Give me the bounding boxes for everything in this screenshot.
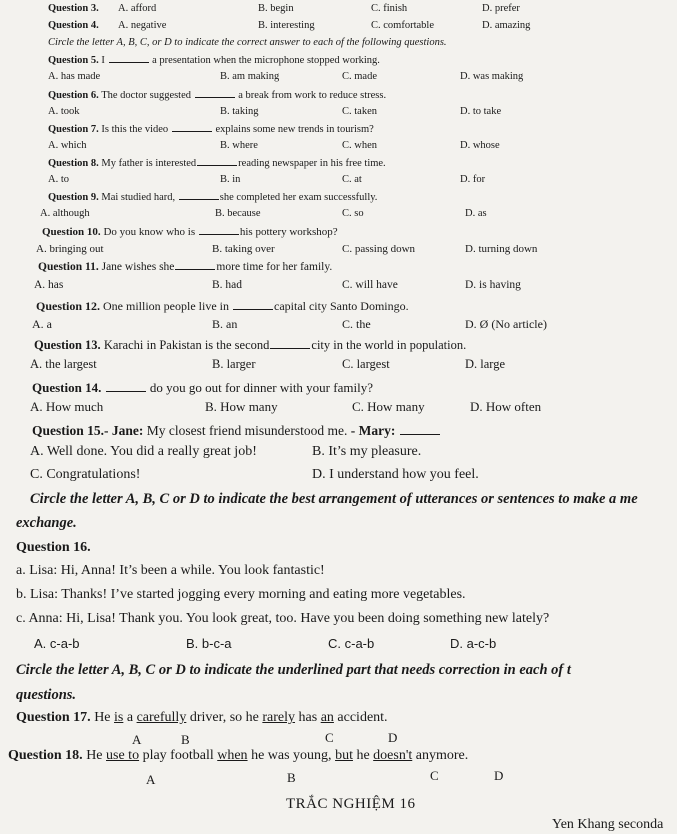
q13-option-a: A. the largest <box>30 357 97 371</box>
q12-option-a: A. a <box>32 317 52 331</box>
q8-option-a: A. to <box>48 174 69 185</box>
q17-mark-b: B <box>181 732 190 747</box>
q16-line-c: c. Anna: Hi, Lisa! Thank you. You look great, too. Have you been doing something new lately? <box>16 611 550 626</box>
q6-stem: Question 6. The doctor suggested a break from work to reduce stress. <box>48 90 387 101</box>
q18-sentence: Question 18. He use to play football when he was young, but he doesn't anymore. <box>8 748 469 763</box>
q9-stem: Question 9. Mai studied hard, she completed her exam successfully. <box>48 192 378 203</box>
q3-label: Question 3. <box>48 3 99 14</box>
q3-option-b: B. begin <box>258 3 294 14</box>
q6-blank[interactable] <box>195 97 235 98</box>
q5-option-c: C. made <box>342 71 377 82</box>
q7-option-a: A. which <box>48 140 87 151</box>
q12-option-b: B. an <box>212 317 238 331</box>
q13-option-d: D. large <box>465 357 506 371</box>
q5-option-a: A. has made <box>48 71 101 82</box>
q18-underlined-d: doesn't <box>373 748 413 763</box>
q4-option-b: B. interesting <box>258 20 315 31</box>
q4-option-c: C. comfortable <box>371 20 434 31</box>
q17-underlined-c: rarely <box>262 710 296 725</box>
q18-underlined-c: but <box>335 748 353 763</box>
q18-mark-d: D <box>494 768 504 783</box>
q9-option-c: C. so <box>342 208 364 219</box>
q18-underlined-a: use to <box>106 748 140 763</box>
q11-option-c: C. will have <box>342 279 398 291</box>
instruction-arrangement-cont: exchange. <box>16 515 77 531</box>
q17-sentence: Question 17. He is a carefully driver, so he rarely has an accident. <box>16 710 388 725</box>
q5-stem: Question 5. I a presentation when the microphone stopped working. <box>48 55 380 66</box>
q9-option-d: D. as <box>465 208 487 219</box>
q10-option-d: D. turning down <box>465 243 538 255</box>
q17-mark-d: D <box>388 730 398 745</box>
q13-stem: Question 13. Karachi in Pakistan is the second city in the world in population. <box>34 338 467 352</box>
q7-stem: Question 7. Is this the video explains some new trends in tourism? <box>48 124 374 135</box>
q12-option-d: D. Ø (No article) <box>465 317 547 331</box>
q17-mark-a: A <box>132 732 142 747</box>
instruction-correction: Circle the letter A, B, C or D to indicate the underlined part that needs correction in each of t <box>16 662 571 678</box>
q14-option-a: A. How much <box>30 399 104 414</box>
q10-blank[interactable] <box>199 234 239 235</box>
q14-option-c: C. How many <box>352 399 425 414</box>
q12-blank[interactable] <box>233 309 273 310</box>
q7-blank[interactable] <box>172 131 212 132</box>
q14-option-d: D. How often <box>470 399 542 414</box>
q4-option-a: A. negative <box>118 20 167 31</box>
q5-blank[interactable] <box>109 62 149 63</box>
q8-stem: Question 8. My father is interested reading newspaper in his free time. <box>48 158 386 169</box>
q15-blank[interactable] <box>400 434 440 435</box>
q15-stem: Question 15.- Jane: My closest friend misunderstood me. - Mary: <box>32 423 441 439</box>
instruction-arrangement: Circle the letter A, B, C or D to indicate the best arrangement of utterances or sentences to make a me <box>30 491 638 507</box>
instruction-correction-cont: questions. <box>16 687 77 703</box>
q14-option-b: B. How many <box>205 399 278 414</box>
q12-stem: Question 12. One million people live in capital city Santo Domingo. <box>36 299 409 313</box>
q18-underlined-b: when <box>217 748 248 763</box>
q16-option-d: D. a-c-b <box>450 636 497 651</box>
instruction-multiple-choice: Circle the letter A, B, C, or D to indicate the correct answer to each of the following questions. <box>48 37 447 48</box>
q16-line-a: a. Lisa: Hi, Anna! It’s been a while. You look fantastic! <box>16 563 325 578</box>
q10-option-a: A. bringing out <box>36 243 104 255</box>
q16-line-b: b. Lisa: Thanks! I’ve started jogging every morning and eating more vegetables. <box>16 587 466 602</box>
q14-stem: Question 14. do you go out for dinner with your family? <box>32 380 373 395</box>
q8-option-b: B. in <box>220 174 241 185</box>
q16-option-a: A. c-a-b <box>34 636 80 651</box>
q9-option-a: A. although <box>40 208 90 219</box>
q10-option-c: C. passing down <box>342 243 416 255</box>
q15-option-c: C. Congratulations! <box>30 467 141 482</box>
q17-underlined-a: is <box>114 710 124 725</box>
q10-stem: Question 10. Do you know who is his pottery workshop? <box>42 226 338 238</box>
q16-label: Question 16. <box>16 540 91 555</box>
q11-blank[interactable] <box>175 269 215 270</box>
q15-option-d: D. I understand how you feel. <box>312 467 479 482</box>
q3-option-c: C. finish <box>371 3 408 14</box>
q15-option-b: B. It’s my pleasure. <box>312 444 422 459</box>
q4-label: Question 4. <box>48 20 99 31</box>
q7-option-c: C. when <box>342 140 377 151</box>
q11-option-d: D. is having <box>465 279 521 291</box>
q11-option-a: A. has <box>34 279 64 291</box>
q5-option-b: B. am making <box>220 71 280 82</box>
q13-option-b: B. larger <box>212 357 256 371</box>
footer-title: TRẮC NGHIỆM 16 <box>286 796 416 812</box>
q14-blank[interactable] <box>106 391 146 392</box>
q18-mark-b: B <box>287 770 296 785</box>
q4-option-d: D. amazing <box>482 20 531 31</box>
q16-option-c: C. c-a-b <box>328 636 375 651</box>
q8-blank[interactable] <box>197 165 237 166</box>
q10-option-b: B. taking over <box>212 243 275 255</box>
q8-option-c: C. at <box>342 174 362 185</box>
q3-option-d: D. prefer <box>482 3 520 14</box>
q6-option-a: A. took <box>48 106 80 117</box>
q11-option-b: B. had <box>212 279 243 291</box>
q13-option-c: C. largest <box>342 357 390 371</box>
q15-option-a: A. Well done. You did a really great job! <box>30 444 257 459</box>
q8-option-d: D. for <box>460 174 486 185</box>
q6-option-b: B. taking <box>220 106 259 117</box>
q5-option-d: D. was making <box>460 71 524 82</box>
q16-option-b: B. b-c-a <box>186 636 232 651</box>
q7-option-d: D. whose <box>460 140 500 151</box>
q18-mark-a: A <box>146 772 156 787</box>
q6-option-d: D. to take <box>460 106 502 117</box>
q3-option-a: A. afford <box>118 3 157 14</box>
q17-underlined-b: carefully <box>136 710 187 725</box>
q11-stem: Question 11. Jane wishes she more time for her family. <box>38 261 333 273</box>
q13-blank[interactable] <box>270 348 310 349</box>
q6-option-c: C. taken <box>342 106 377 117</box>
q18-mark-c: C <box>430 768 439 783</box>
q17-underlined-d: an <box>320 710 334 725</box>
q12-option-c: C. the <box>342 317 371 331</box>
q9-blank[interactable] <box>179 199 219 200</box>
footer-watermark: Yen Khang seconda <box>552 817 664 832</box>
q7-option-b: B. where <box>220 140 258 151</box>
q17-mark-c: C <box>325 730 334 745</box>
q9-option-b: B. because <box>215 208 261 219</box>
